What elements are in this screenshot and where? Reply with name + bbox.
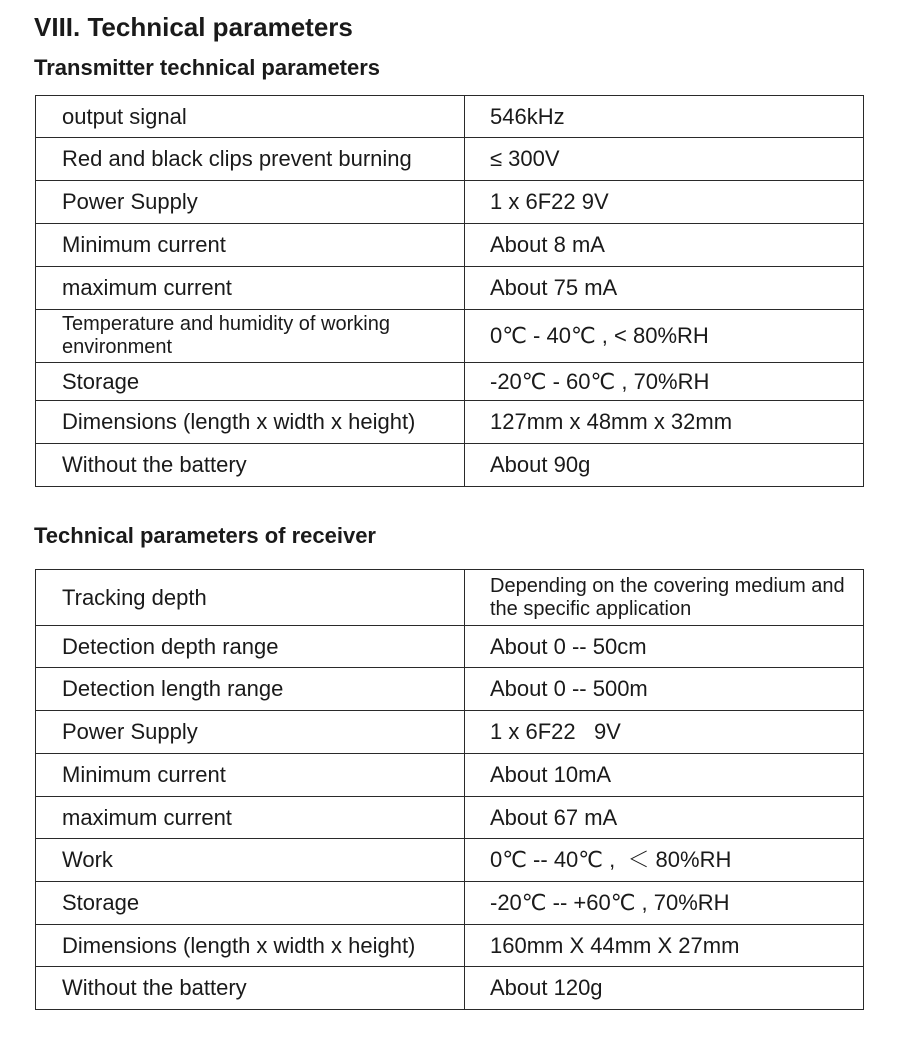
table-row	[36, 570, 864, 626]
parameter-label: output signal	[36, 96, 465, 138]
transmitter-section-title: Transmitter technical parameters	[34, 55, 381, 80]
table-row	[36, 444, 864, 487]
table-row	[36, 626, 864, 668]
parameter-label: Storage	[36, 882, 465, 925]
page-title: VIII. Technical parameters	[34, 12, 353, 42]
parameter-value: 127mm x 48mm x 32mm	[465, 401, 864, 444]
parameter-label: Storage	[36, 363, 465, 401]
parameter-value: 0℃ -- 40℃ , ＜ 80%RH	[465, 839, 864, 882]
table-row	[36, 363, 864, 401]
parameter-value: 1 x 6F22 9V	[465, 181, 864, 224]
table-row	[36, 181, 864, 224]
parameter-label: Red and black clips prevent burning	[36, 138, 465, 181]
parameter-value: About 0 -- 500m	[465, 668, 864, 711]
parameter-label: maximum current	[36, 267, 465, 310]
parameter-label: Detection depth range	[36, 626, 465, 668]
parameter-label: Dimensions (length x width x height)	[36, 401, 465, 444]
parameter-value: -20℃ -- +60℃ , 70%RH	[465, 882, 864, 925]
parameter-value: About 10mA	[465, 754, 864, 797]
table-row	[36, 882, 864, 925]
parameter-value: About 67 mA	[465, 797, 864, 839]
parameter-label: Detection length range	[36, 668, 465, 711]
parameter-value: About 8 mA	[465, 224, 864, 267]
table-row	[36, 754, 864, 797]
table-row	[36, 668, 864, 711]
table-row	[36, 138, 864, 181]
parameter-label: Dimensions (length x width x height)	[36, 925, 465, 967]
parameter-label: Minimum current	[36, 754, 465, 797]
parameter-label: Without the battery	[36, 444, 465, 487]
table-row	[36, 96, 864, 138]
parameter-label: maximum current	[36, 797, 465, 839]
receiver-section-title: Technical parameters of receiver	[34, 523, 376, 548]
receiver-parameters-table	[35, 569, 864, 1010]
parameter-value: About 75 mA	[465, 267, 864, 310]
parameter-label: Power Supply	[36, 711, 465, 754]
parameter-label: Tracking depth	[36, 570, 465, 626]
parameter-value: ≤ 300V	[465, 138, 864, 181]
parameter-label: Without the battery	[36, 967, 465, 1010]
table-row	[36, 839, 864, 882]
parameter-value: Depending on the covering medium and the specific application	[465, 570, 864, 626]
parameter-value: 546kHz	[465, 96, 864, 138]
parameter-value: About 120g	[465, 967, 864, 1010]
table-row	[36, 310, 864, 363]
transmitter-parameters-table	[35, 95, 864, 487]
parameter-label: Temperature and humidity of working environment	[36, 310, 465, 363]
parameter-value: 0℃ - 40℃ , < 80%RH	[465, 310, 864, 363]
parameter-value: 1 x 6F22 9V	[465, 711, 864, 754]
table-row	[36, 711, 864, 754]
table-row	[36, 797, 864, 839]
table-row	[36, 925, 864, 967]
parameter-value: -20℃ - 60℃ , 70%RH	[465, 363, 864, 401]
table-row	[36, 267, 864, 310]
parameter-value: About 0 -- 50cm	[465, 626, 864, 668]
table-row	[36, 967, 864, 1010]
parameter-label: Minimum current	[36, 224, 465, 267]
parameter-value: About 90g	[465, 444, 864, 487]
parameter-label: Work	[36, 839, 465, 882]
parameter-value: 160mm X 44mm X 27mm	[465, 925, 864, 967]
table-row	[36, 401, 864, 444]
parameter-label: Power Supply	[36, 181, 465, 224]
table-row	[36, 224, 864, 267]
